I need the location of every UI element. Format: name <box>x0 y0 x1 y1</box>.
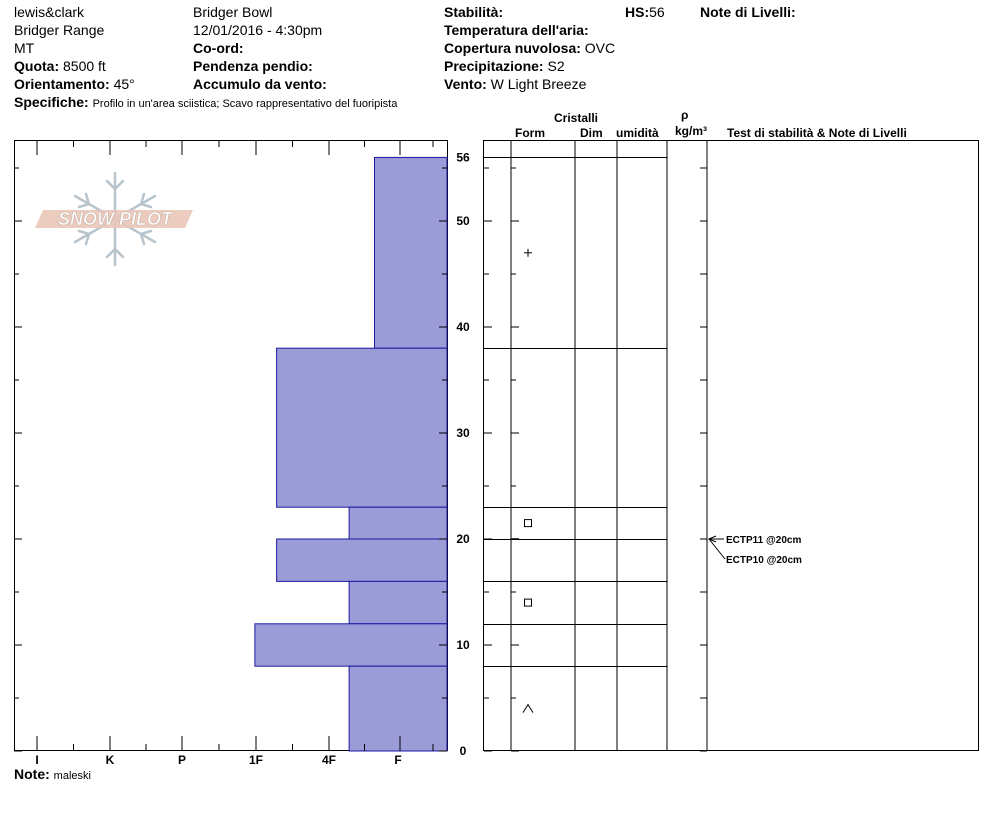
grain-symbols <box>523 249 533 713</box>
depth-tick-label: 0 <box>459 744 467 758</box>
layer-notes-label: Note di Livelli: <box>700 4 796 20</box>
rho-header: ρ <box>681 108 689 122</box>
specifics-label: Specifiche: <box>14 94 89 110</box>
depth-tick-label: 10 <box>456 638 470 652</box>
slope-label: Pendenza pendio: <box>193 58 313 74</box>
hardness-tick-label: K <box>105 753 115 767</box>
hardness-tick-label: 4F <box>321 753 337 767</box>
depth-tick-label: 56 <box>456 150 470 165</box>
specifics-value: Profilo in un'area sciistica; Scavo rappresentativo del fuoripista <box>92 98 398 110</box>
wind-label: Vento: <box>444 76 487 92</box>
sky-value: OVC <box>584 40 616 56</box>
aspect-label: Orientamento: <box>14 76 110 92</box>
wind-loading-label: Accumulo da vento: <box>193 76 327 92</box>
layer-bar <box>375 157 448 348</box>
hardness-tick-label: P <box>177 753 187 767</box>
hardness-tick-label: F <box>394 753 402 767</box>
logo-text: SNOW PILOT <box>58 209 172 229</box>
coord-label: Co-ord: <box>193 40 244 56</box>
location-name: Bridger Bowl <box>193 4 273 20</box>
depth-tick-label: 30 <box>456 426 470 440</box>
tests-notes-header: Test di stabilità & Note di Livelli <box>727 126 907 140</box>
depth-tick-label: 50 <box>456 214 470 228</box>
depth-tick-label: 20 <box>456 532 470 546</box>
range-name: Bridger Range <box>14 22 105 38</box>
aspect-value: 45° <box>113 76 135 92</box>
layer-table-frame <box>484 141 979 751</box>
note-label: Note: <box>14 766 50 782</box>
layer-bar <box>349 507 447 539</box>
stability-test-label: ECTP10 @20cm <box>726 555 802 566</box>
faceted-crystal-symbol <box>525 520 532 527</box>
layer-bar <box>277 348 447 507</box>
table-columns <box>511 140 707 751</box>
faceted-crystal-symbol <box>525 599 532 606</box>
hardness-tick-label: I <box>35 753 39 767</box>
density-unit-header: kg/m³ <box>675 124 708 138</box>
crystals-header: Cristalli <box>554 111 599 125</box>
moisture-header: umidità <box>616 126 659 140</box>
form-header: Form <box>515 126 545 140</box>
test-pointer-line <box>709 539 725 559</box>
stability-test-label: ECTP11 @20cm <box>726 535 802 546</box>
layer-bars <box>255 157 447 751</box>
hs-label: HS: <box>625 4 650 20</box>
hardness-tick-label: 1F <box>248 753 264 767</box>
hs-value: 56 <box>649 4 665 20</box>
note-value: maleski <box>53 770 91 782</box>
stability-label: Stabilità: <box>444 4 504 20</box>
wind-value: W Light Breeze <box>490 76 587 92</box>
snowpilot-logo <box>35 173 193 265</box>
layer-bar <box>349 581 447 623</box>
precip-label: Precipitazione: <box>444 58 544 74</box>
sky-label: Copertura nuvolosa: <box>444 40 581 56</box>
layer-bar <box>255 624 447 666</box>
state-name: MT <box>14 40 35 56</box>
date-time: 12/01/2016 - 4:30pm <box>193 22 323 38</box>
hardness-labels <box>35 753 401 767</box>
depth-tick-label: 40 <box>456 320 470 334</box>
observer-name: lewis&clark <box>14 4 85 20</box>
precip-value: S2 <box>547 58 565 74</box>
dim-header: Dim <box>580 126 603 140</box>
layer-bar <box>277 539 447 581</box>
layer-bar <box>349 666 447 751</box>
elevation-label: Quota: <box>14 58 60 74</box>
air-temp-label: Temperatura dell'aria: <box>444 22 589 38</box>
depth-hoar-symbol <box>523 705 533 713</box>
top-ticks <box>37 140 433 155</box>
elevation-value: 8500 ft <box>63 58 106 74</box>
